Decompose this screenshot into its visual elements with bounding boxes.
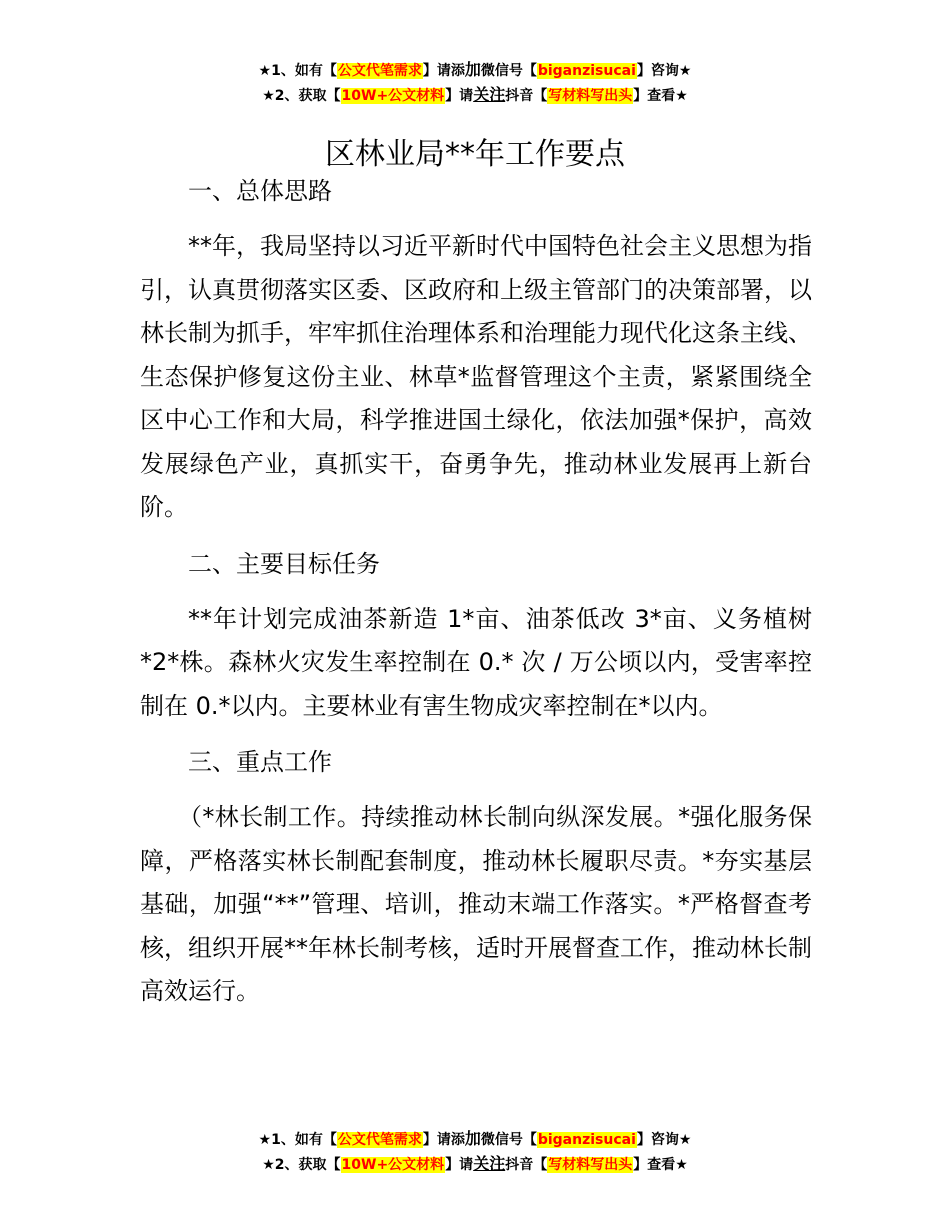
- document-body: [140, 170, 812, 1014]
- banner-text: 抖音【: [505, 88, 548, 104]
- banner-text: 】咨询★: [636, 63, 692, 79]
- wechat-id-highlight: biganzisucai: [537, 63, 636, 79]
- banner-text: 】请: [445, 88, 474, 104]
- banner-text: ★1、如有【: [258, 1132, 337, 1148]
- document-title: 区林业局**年工作要点: [325, 137, 625, 173]
- banner-line-1: [0, 58, 950, 83]
- footer-banner: [0, 1127, 950, 1177]
- highlight-text: 公文代笔需求: [337, 1132, 422, 1148]
- banner-text: 】请添: [422, 63, 465, 79]
- banner-text: 微信号【: [480, 1132, 537, 1148]
- paragraph-goals: **年计划完成油茶新造 1*亩、油茶低改 3*亩、义务植树 *2*株。森林火灾发生率控制在 0.* 次 / 万公顷以内，受害率控制在 0.*以内。主要林业有害生物成灾率控制在*以内。: [140, 604, 812, 720]
- section-heading-overall: 一、总体思路: [188, 177, 332, 205]
- banner-line-2: [0, 83, 950, 108]
- highlight-text: 10W+公文材料: [341, 1157, 445, 1173]
- banner-text: 】请: [445, 1157, 474, 1173]
- section-heading-goals: 二、主要目标任务: [188, 549, 380, 578]
- banner-text: ★2、获取【: [262, 88, 341, 104]
- banner-text: ★2、获取【: [262, 1157, 341, 1173]
- emphasis-text: 关注: [473, 1154, 506, 1173]
- banner-text: 】查看★: [633, 88, 688, 104]
- banner-text: 微信号【: [480, 63, 537, 79]
- banner-text: ★1、如有【: [258, 63, 337, 79]
- banner-text: 】请添: [422, 1132, 465, 1148]
- banner-text: 】查看★: [633, 1157, 688, 1173]
- highlight-text: 公文代笔需求: [337, 63, 422, 79]
- banner-text: 抖音【: [505, 1157, 548, 1173]
- emphasis-text: 加: [464, 1129, 481, 1148]
- banner-text: 】咨询★: [636, 1132, 692, 1148]
- douyin-id-highlight: 写材料写出头: [548, 88, 633, 104]
- wechat-id-highlight: biganzisucai: [537, 1132, 636, 1148]
- paragraph-key-work: （*林长制工作。持续推动林长制向纵深发展。*强化服务保障，严格落实林长制配套制度，推动林长履职尽责。*夯实基层基础，加强“**”管理、培训，推动末端工作落实。*严格督查考核，组织开展**年林长制考核，适时开展督查工作，推动林长制高效运行。: [140, 803, 812, 1005]
- emphasis-text: 关注: [473, 85, 506, 104]
- paragraph-overall: **年，我局坚持以习近平新时代中国特色社会主义思想为指引，认真贯彻落实区委、区政府和上级主管部门的决策部署，以林长制为抓手，牢牢抓住治理体系和治理能力现代化这条主线、生态保护修复这份主业、林草*监督管理这个主责，紧紧围绕全区中心工作和大局，科学推进国土绿化，依法加强*保护，高效发展绿色产业，真抓实干，奋勇争先，推动林业发展再上新台阶。: [140, 232, 812, 521]
- highlight-text: 10W+公文材料: [341, 88, 445, 104]
- emphasis-text: 加: [464, 60, 481, 79]
- banner-line-1: [0, 1127, 950, 1152]
- header-banner: [0, 58, 950, 108]
- douyin-id-highlight: 写材料写出头: [548, 1157, 633, 1173]
- section-heading-key-work: 三、重点工作: [188, 748, 332, 776]
- banner-line-2: [0, 1152, 950, 1177]
